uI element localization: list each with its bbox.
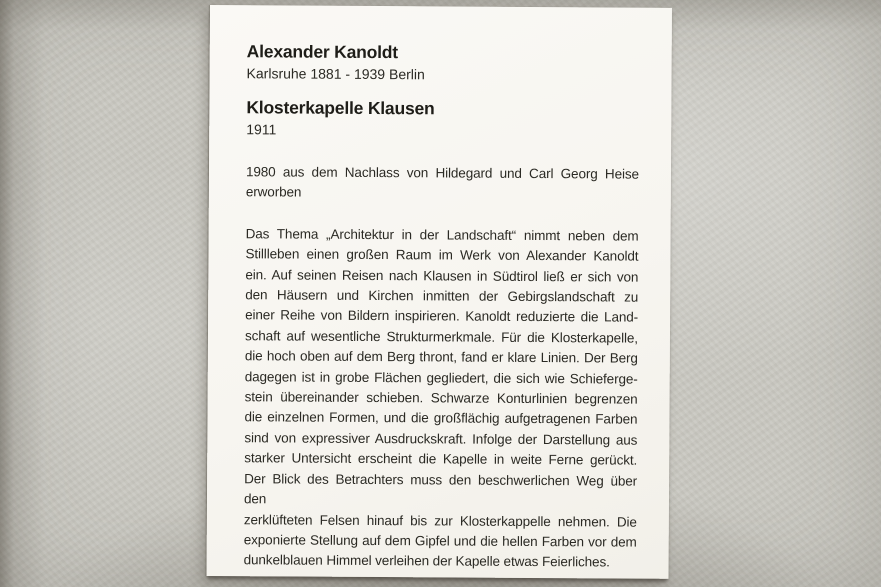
text-line: den Häusern und Kirchen inmitten der Gebirgslandschaft zu — [245, 287, 639, 305]
artist-name: Alexander Kanoldt — [246, 41, 398, 63]
text-line: sind von expressiver Ausdruckskraft. Infolge der Darstellung aus — [244, 430, 638, 448]
text-line: ein. Auf seinen Reisen nach Klausen in Südtirol ließ er sich von — [245, 266, 639, 285]
text-line: schaft auf wesentliche Strukturmerkmale. Für die Klosterkapelle, — [244, 328, 639, 346]
text-line: 1980 aus dem Nachlass von Hildegard und Carl Georg Heise — [245, 164, 640, 182]
artwork-year: 1911 — [246, 121, 277, 138]
text-line: Stillleben einen großen Raum im Werk von Alexander Kanoldt — [245, 246, 639, 264]
text-line: dagegen ist in grobe Flächen gegliedert, die sich wie Schieferge- — [244, 368, 638, 387]
text-line: starker Untersicht erscheint die Kapelle in weite Ferne gerückt. — [244, 450, 638, 468]
provenance-text — [246, 162, 639, 205]
text-line: dunkelblauen Himmel verleihen der Kapelle etwas Feierliches. — [243, 552, 610, 570]
text-line: Das Thema „Architektur in der Landschaft“ nimmt neben dem — [245, 226, 639, 244]
description-text — [244, 224, 639, 573]
text-line: erworben — [245, 184, 302, 200]
text-line: exponierte Stellung auf dem Gipfel und die hellen Farben vor dem — [243, 532, 637, 550]
museum-label-card — [207, 5, 672, 579]
text-line: die hoch oben auf dem Berg thront, fand er klare Linien. Der Berg — [244, 348, 638, 366]
text-line: Der Blick des Betrachters muss den beschwerlichen Weg über den — [243, 470, 638, 507]
text-line: zerklüfteten Felsen hinauf bis zur Klosterkappelle nehmen. Die — [243, 511, 637, 530]
text-line: die einzelnen Formen, und die großflächig aufgetragenen Farben — [244, 409, 638, 428]
artist-life-dates: Karlsruhe 1881 - 1939 Berlin — [246, 65, 425, 83]
artwork-title: Klosterkapelle Klausen — [246, 97, 435, 119]
text-line: einer Reihe von Bildern inspirieren. Kanoldt reduzierte die Land- — [245, 307, 639, 326]
text-line: stein übereinander schieben. Schwarze Konturlinien begrenzen — [244, 389, 638, 407]
